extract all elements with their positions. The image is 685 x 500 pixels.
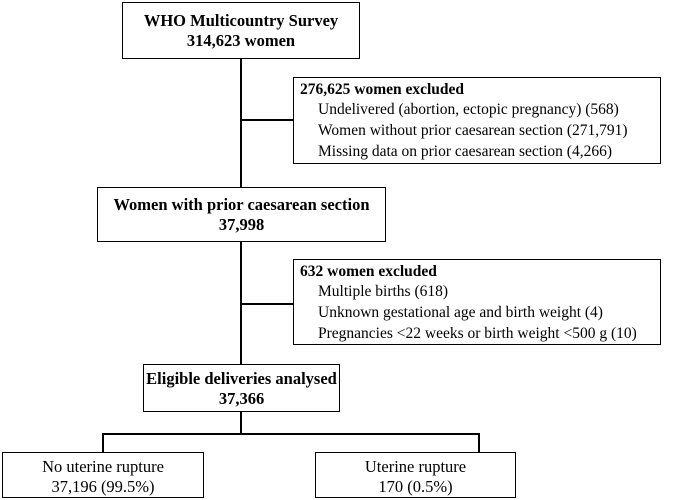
- survey-count: 314,623 women: [186, 31, 296, 50]
- prior-caesarean-count: 37,998: [218, 215, 265, 234]
- no-rupture-title: No uterine rupture: [42, 457, 164, 476]
- exclusion-1-heading: 276,625 women excluded: [300, 81, 465, 98]
- exclusion-2-item: Multiple births (618): [318, 283, 449, 300]
- exclusion-box-1: [293, 77, 661, 164]
- exclusion-2-item: Unknown gestational age and birth weight (4): [318, 304, 603, 321]
- no-rupture-box: [2, 452, 204, 498]
- prior-caesarean-box: [97, 187, 386, 242]
- exclusion-2-item: Pregnancies <22 weeks or birth weight <500 g (10): [318, 325, 637, 342]
- exclusion-1-item: Women without prior caesarean section (271,791): [318, 122, 628, 139]
- connector-to-left-outcome: [102, 433, 104, 453]
- connector-split-horizontal: [102, 433, 480, 435]
- survey-title: WHO Multicountry Survey: [143, 11, 339, 30]
- eligible-title: Eligible deliveries analysed: [146, 369, 337, 388]
- no-rupture-count: 37,196 (99.5%): [51, 477, 155, 496]
- connector-top-to-mid: [240, 58, 242, 188]
- survey-box: [122, 2, 360, 59]
- connector-eligible-down: [240, 411, 242, 434]
- exclusion-2-heading: 632 women excluded: [300, 263, 437, 280]
- rupture-title: Uterine rupture: [364, 457, 467, 476]
- connector-to-right-outcome: [478, 433, 480, 453]
- exclusion-1-item: Undelivered (abortion, ectopic pregnancy) (568): [318, 101, 619, 118]
- eligible-count: 37,366: [218, 389, 265, 408]
- exclusion-1-item: Missing data on prior caesarean section (4,266): [318, 143, 612, 160]
- rupture-count: 170 (0.5%): [378, 477, 453, 496]
- prior-caesarean-title: Women with prior caesarean section: [113, 195, 370, 214]
- rupture-box: [315, 452, 516, 498]
- connector-to-exclusion2: [240, 303, 295, 305]
- exclusion-box-2: [293, 259, 661, 345]
- connector-to-exclusion1: [240, 119, 295, 121]
- eligible-box: [143, 364, 340, 412]
